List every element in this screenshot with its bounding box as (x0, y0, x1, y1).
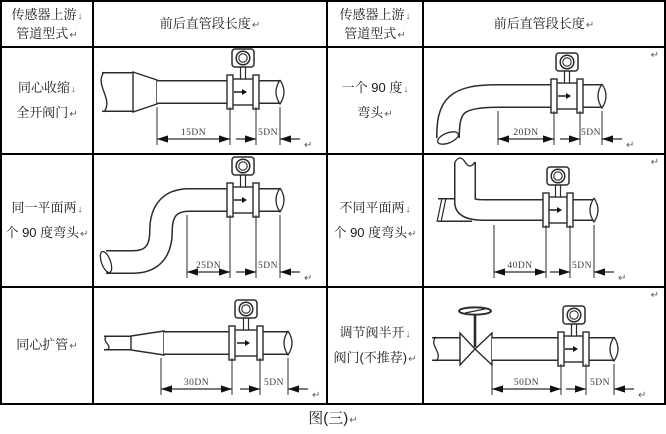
label-text: 个 90 度弯头 (5, 224, 80, 240)
label-line (339, 196, 410, 220)
paragraph-mark: ↵ (650, 50, 659, 61)
row-label-cell (326, 286, 422, 403)
figure-caption: 图(三) (308, 410, 349, 427)
paragraph-mark: ↓ (405, 10, 411, 22)
header-cell-straight-length (422, 2, 664, 46)
paragraph-mark: ↵ (69, 341, 78, 353)
label-text: 一个 90 度 (341, 80, 403, 96)
label-text: 同心扩管 (16, 337, 69, 353)
svg-text:↵: ↵ (626, 140, 635, 151)
paragraph-mark: ↓ (403, 84, 409, 96)
paragraph-mark: ↵ (408, 353, 417, 365)
pipe-diagram (94, 288, 326, 403)
label-text: 传感器上游 (11, 6, 77, 22)
paragraph-mark: ↵ (397, 30, 406, 41)
diagram-cell (92, 153, 326, 286)
header-line (160, 14, 260, 34)
paragraph-mark: ↓ (77, 10, 83, 22)
label-text: 管道型式 (344, 26, 397, 41)
paragraph-mark: ↵ (650, 157, 659, 168)
label-line (11, 5, 82, 25)
diagram-cell (92, 46, 326, 153)
svg-text:↵: ↵ (638, 390, 647, 401)
row-label-cell (326, 153, 422, 286)
label-line (339, 5, 410, 25)
header-text: 前后直管段长度 (159, 16, 251, 32)
header-cell-upstream-type (326, 2, 422, 46)
svg-text:50DN: 50DN (513, 378, 540, 388)
svg-text:5DN: 5DN (590, 378, 610, 388)
label-line (357, 101, 392, 125)
label-line (18, 76, 76, 100)
row-label-cell (2, 46, 92, 153)
paragraph-mark: ↵ (349, 415, 358, 426)
diagram-cell (422, 286, 664, 403)
label-line (344, 24, 405, 44)
svg-text:20DN: 20DN (513, 128, 539, 138)
paragraph-mark: ↓ (405, 329, 411, 341)
svg-text:↵: ↵ (312, 390, 321, 401)
svg-text:5DN: 5DN (581, 128, 601, 138)
paragraph-mark: ↵ (69, 108, 78, 120)
svg-text:15DN: 15DN (180, 128, 207, 138)
paragraph-mark: ↵ (251, 20, 261, 32)
header-line (494, 14, 594, 34)
pipe-diagram (424, 288, 664, 403)
svg-text:↵: ↵ (304, 273, 313, 284)
svg-text:5DN: 5DN (258, 261, 278, 271)
label-text: 调节阀半开 (339, 325, 405, 341)
diagram-cell (422, 46, 664, 153)
header-text: 前后直管段长度 (493, 16, 585, 32)
pipe-diagram (94, 155, 326, 286)
diagram-cell (92, 286, 326, 403)
pipe-diagram (94, 48, 326, 153)
label-line (16, 101, 77, 125)
label-line (16, 333, 77, 357)
label-line (16, 24, 77, 44)
label-text: 同心收缩 (17, 80, 70, 96)
svg-text:30DN: 30DN (183, 378, 210, 388)
svg-text:↵: ↵ (618, 273, 627, 284)
diagram-cell (422, 153, 664, 286)
header-cell-upstream-type (2, 2, 92, 46)
svg-text:5DN: 5DN (264, 378, 284, 388)
label-text: 同一平面两 (11, 200, 77, 216)
label-text: 阀门(不推荐) (333, 349, 408, 365)
label-text: 全开阀门 (16, 104, 69, 120)
pipe-diagram (424, 48, 664, 153)
label-line (339, 321, 410, 345)
svg-text:↵: ↵ (304, 140, 313, 151)
paragraph-mark: ↵ (69, 30, 78, 41)
row-label-cell (326, 46, 422, 153)
svg-text:40DN: 40DN (507, 261, 533, 271)
svg-text:25DN: 25DN (195, 261, 222, 271)
label-text: 不同平面两 (339, 200, 405, 216)
label-line (5, 221, 88, 245)
header-cell-straight-length (92, 2, 326, 46)
paragraph-mark: ↓ (405, 204, 411, 216)
figure-caption-row (0, 406, 666, 434)
svg-text:5DN: 5DN (258, 128, 278, 138)
pipe-diagram (424, 155, 664, 286)
paragraph-mark: ↓ (77, 204, 83, 216)
label-text: 管道型式 (16, 26, 69, 41)
paragraph-mark: ↓ (71, 84, 76, 96)
label-text: 传感器上游 (339, 6, 405, 22)
paragraph-mark: ↵ (80, 228, 89, 240)
paragraph-mark: ↵ (384, 108, 393, 120)
svg-text:5DN: 5DN (572, 261, 592, 271)
paragraph-mark: ↵ (408, 228, 417, 240)
label-line (11, 196, 82, 220)
paragraph-mark: ↵ (650, 290, 659, 301)
label-line (333, 346, 416, 370)
label-line (342, 76, 409, 100)
label-text: 个 90 度弯头 (333, 224, 408, 240)
label-line (333, 221, 416, 245)
row-label-cell (2, 153, 92, 286)
paragraph-mark: ↵ (585, 20, 595, 32)
label-text: 弯头 (357, 104, 384, 120)
row-label-cell (2, 286, 92, 403)
